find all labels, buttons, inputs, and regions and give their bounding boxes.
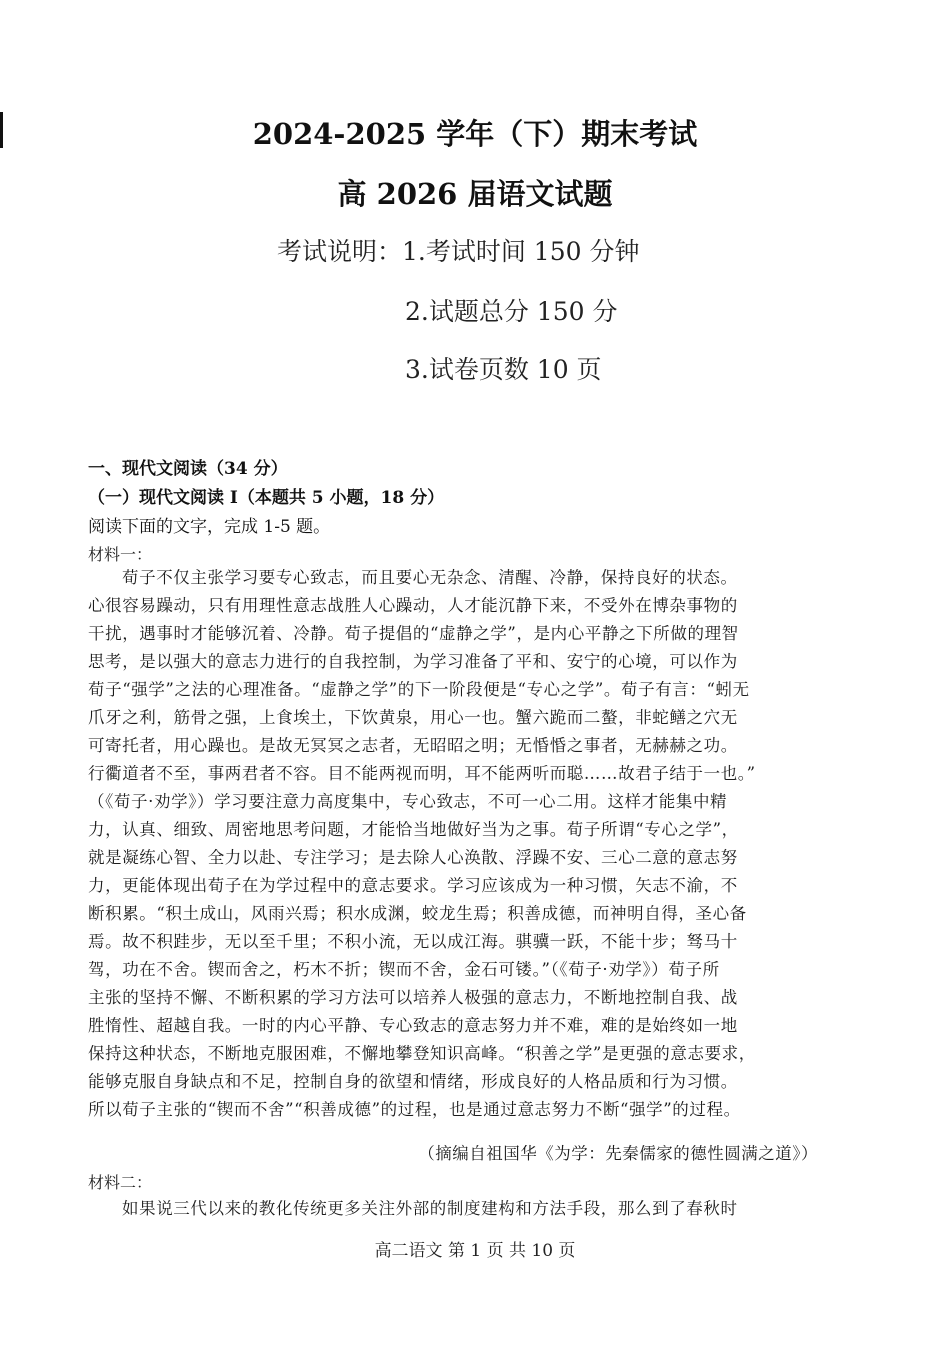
exam-note-time: 考试说明：1.考试时间 150 分钟 — [277, 237, 640, 266]
text-line: 所以荀子主张的“锲而不舍”“积善成德”的过程，也是通过意志努力不断“强学”的过程。 — [88, 1100, 741, 1119]
material-2-label: 材料二： — [88, 1173, 153, 1192]
exam-title: 2024-2025 学年（下）期末考试 — [252, 117, 698, 151]
text-line: 如果说三代以来的教化传统更多关注外部的制度建构和方法手段，那么到了春秋时 — [122, 1199, 738, 1218]
text-line: 心很容易躁动，只有用理性意志战胜人心躁动，人才能沉静下来，不受外在博杂事物的 — [88, 596, 738, 615]
text-line: 力，更能体现出荀子在为学过程中的意志要求。学习应该成为一种习惯，矢志不渝，不 — [88, 876, 738, 895]
text-line: （《荀子·劝学》）学习要注意力高度集中，专心致志，不可一心二用。这样才能集中精 — [88, 792, 728, 811]
material-2-text — [88, 1195, 830, 1223]
text-line: 干扰，遇事时才能够沉着、冷静。荀子提倡的“虚静之学”，是内心平静之下所做的理智 — [88, 624, 739, 643]
material-1-label: 材料一： — [88, 545, 153, 564]
text-line: 保持这种状态，不断地克服困难，不懈地攀登知识高峰。“积善之学”是更强的意志要求， — [88, 1044, 756, 1063]
text-line: 焉。故不积跬步，无以至千里；不积小流，无以成江海。骐骥一跃，不能十步；驽马十 — [88, 932, 738, 951]
material-1-text — [88, 564, 830, 1124]
text-line: 可寄托者，用心躁也。是故无冥冥之志者，无昭昭之明；无惛惛之事者，无赫赫之功。 — [88, 736, 738, 755]
text-line: 行衢道者不至，事两君者不容。目不能两视而明，耳不能两听而聪……故君子结于一也。” — [88, 764, 756, 783]
text-line: 思考，是以强大的意志力进行的自我控制，为学习准备了平和、安宁的心境，可以作为 — [88, 652, 738, 671]
section-heading: 一、现代文阅读（34 分） — [88, 459, 288, 479]
section-subheading: （一）现代文阅读 I（本题共 5 小题，18 分） — [88, 488, 445, 508]
text-line: 驾，功在不舍。锲而舍之，朽木不折；锲而不舍，金石可镂。”（《荀子·劝学》）荀子所 — [88, 960, 720, 979]
section-instruction: 阅读下面的文字，完成 1-5 题。 — [88, 517, 331, 537]
exam-note-score: 2.试题总分 150 分 — [405, 297, 618, 326]
text-line: 荀子不仅主张学习要专心致志，而且要心无杂念、清醒、冷静，保持良好的状态。 — [122, 568, 738, 587]
text-line: 就是凝练心智、全力以赴、专注学习；是去除人心涣散、浮躁不安、三心二意的意志努 — [88, 848, 738, 867]
text-line: 断积累。“积土成山，风雨兴焉；积水成渊，蛟龙生焉；积善成德，而神明自得，圣心备 — [88, 904, 747, 923]
page-footer: 高二语文 第 1 页 共 10 页 — [374, 1241, 576, 1261]
text-line: 能够克服自身缺点和不足，控制自身的欲望和情绪，形成良好的人格品质和行为习惯。 — [88, 1072, 738, 1091]
text-line: 力，认真、细致、周密地思考问题，才能恰当地做好当为之事。荀子所谓“专心之学”， — [88, 820, 739, 839]
text-line: 荀子“强学”之法的心理准备。“虚静之学”的下一阶段便是“专心之学”。荀子有言：“蚓无 — [88, 680, 750, 699]
material-1-source: （摘编自祖国华《为学：先秦儒家的德性圆满之道》） — [418, 1144, 818, 1163]
text-line: 主张的坚持不懈、不断积累的学习方法可以培养人极强的意志力，不断地控制自我、战 — [88, 988, 738, 1007]
text-line: 胜惰性、超越自我。一时的内心平静、专心致志的意志努力并不难，难的是始终如一地 — [88, 1016, 738, 1035]
text-line: 爪牙之利，筋骨之强，上食埃土，下饮黄泉，用心一也。蟹六跪而二螯，非蛇鳝之穴无 — [88, 708, 738, 727]
exam-subtitle: 高 2026 届语文试题 — [337, 177, 613, 211]
exam-note-pages: 3.试卷页数 10 页 — [405, 355, 602, 384]
